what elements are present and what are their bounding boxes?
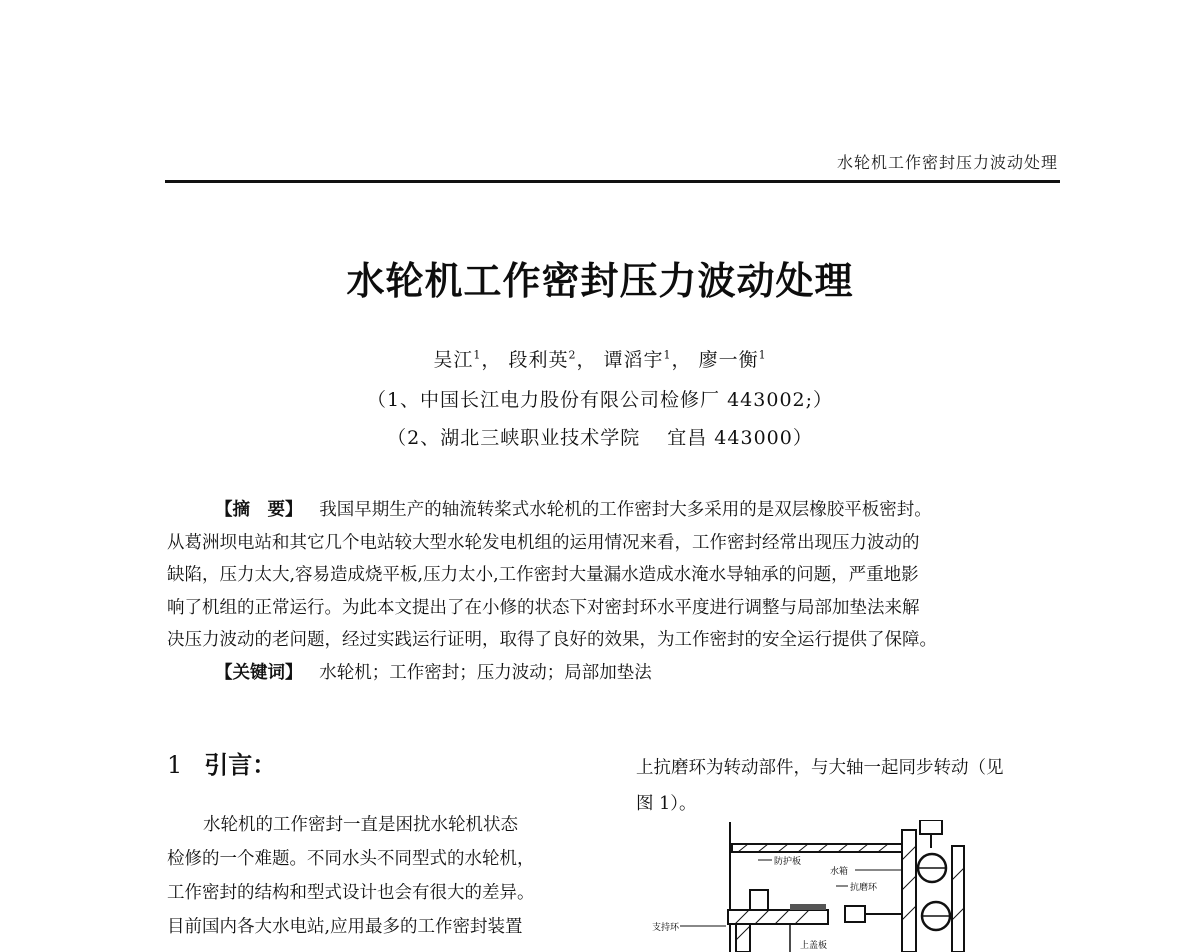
affiliation-2: （2、湖北三峡职业技术学院 宜昌 443000） xyxy=(387,427,813,449)
body-line: 工作密封的结构和型式设计也会有很大的差异。 xyxy=(167,883,535,903)
figure-label-shield: 防护板 xyxy=(774,857,802,867)
author-affil-mark: 2 xyxy=(568,348,577,362)
nut xyxy=(845,906,865,922)
keywords-line xyxy=(167,657,1060,690)
figure-label-wear-ring: 抗磨环 xyxy=(850,883,878,893)
abstract-line: 【摘 要】 我国早期生产的轴流转桨式水轮机的工作密封大多采用的是双层橡胶平板密封。 xyxy=(215,500,932,520)
body-line: 水轮机的工作密封一直是困扰水轮机状态 xyxy=(203,815,518,835)
body-paragraph xyxy=(167,808,597,944)
body-line: 目前国内各大水电站,应用最多的工作密封装置 xyxy=(167,917,523,937)
figure-1-seal-diagram xyxy=(640,820,1020,952)
abstract-line: 响了机组的正常运行。为此本文提出了在小修的状态下对密封环水平度进行调整与局部加垫法来解 xyxy=(167,597,920,618)
abstract-line: 决压力波动的老问题，经过实践运行证明，取得了良好的效果，为工作密封的安全运行提供了保障。 xyxy=(167,630,937,650)
keywords: 水轮机；工作密封；压力波动；局部加垫法 xyxy=(319,662,652,683)
abstract-line: 缺陷，压力太大,容易造成烧平板,压力太小,工作密封大量漏水造成水淹水导轴承的问题，严重地影 xyxy=(167,565,919,585)
figure-label-water-box: 水箱 xyxy=(830,867,849,877)
seal-bolt xyxy=(750,890,768,910)
figure-label-support-ring: 支持环 xyxy=(652,923,680,933)
body-line: 图 1）。 xyxy=(636,794,697,814)
body-line: 检修的一个难题。不同水头不同型式的水轮机， xyxy=(167,849,535,869)
author-affil-mark: 1 xyxy=(473,348,482,362)
author-name: 吴江 xyxy=(433,349,474,371)
author-affil-mark: 1 xyxy=(663,348,672,362)
left-column xyxy=(167,745,597,944)
bolt-head xyxy=(920,820,942,834)
body-line: 上抗磨环为转动部件，与大轴一起同步转动（见 xyxy=(636,758,1004,778)
author-affil-mark: 1 xyxy=(758,348,767,362)
keywords-label: 【关键词】 xyxy=(215,662,303,683)
abstract-line: 从葛洲坝电站和其它几个电站较大型水轮发电机组的运用情况来看，工作密封经常出现压力波动的 xyxy=(167,532,920,553)
housing-wall-outer xyxy=(952,846,964,952)
author-name: 谭滔宇 xyxy=(603,349,664,371)
section-heading xyxy=(167,745,597,780)
author-name: 段利英 xyxy=(508,349,569,371)
figure-label-upper-cover: 上盖板 xyxy=(800,941,828,951)
abstract-block xyxy=(167,494,1060,689)
right-column xyxy=(636,750,1060,822)
affiliation-1: （1、中国长江电力股份有限公司检修厂 443002;） xyxy=(366,389,834,411)
rubber-plate xyxy=(790,904,826,910)
section-title: 引言： xyxy=(204,750,277,779)
author-name: 廖一衡 xyxy=(698,349,759,371)
author-line: 吴江$^1$， 段利英$^2$， 谭滔宇$^1$， 廖一衡$^1$ xyxy=(433,348,767,371)
section-number: 1 xyxy=(167,751,183,779)
header-rule xyxy=(165,180,1060,183)
paper-title: 水轮机工作密封压力波动处理 xyxy=(346,258,854,303)
running-head: 水轮机工作密封压力波动处理 xyxy=(836,153,1058,172)
wear-ring xyxy=(728,910,828,924)
abstract-label: 【摘 要】 xyxy=(215,500,303,520)
